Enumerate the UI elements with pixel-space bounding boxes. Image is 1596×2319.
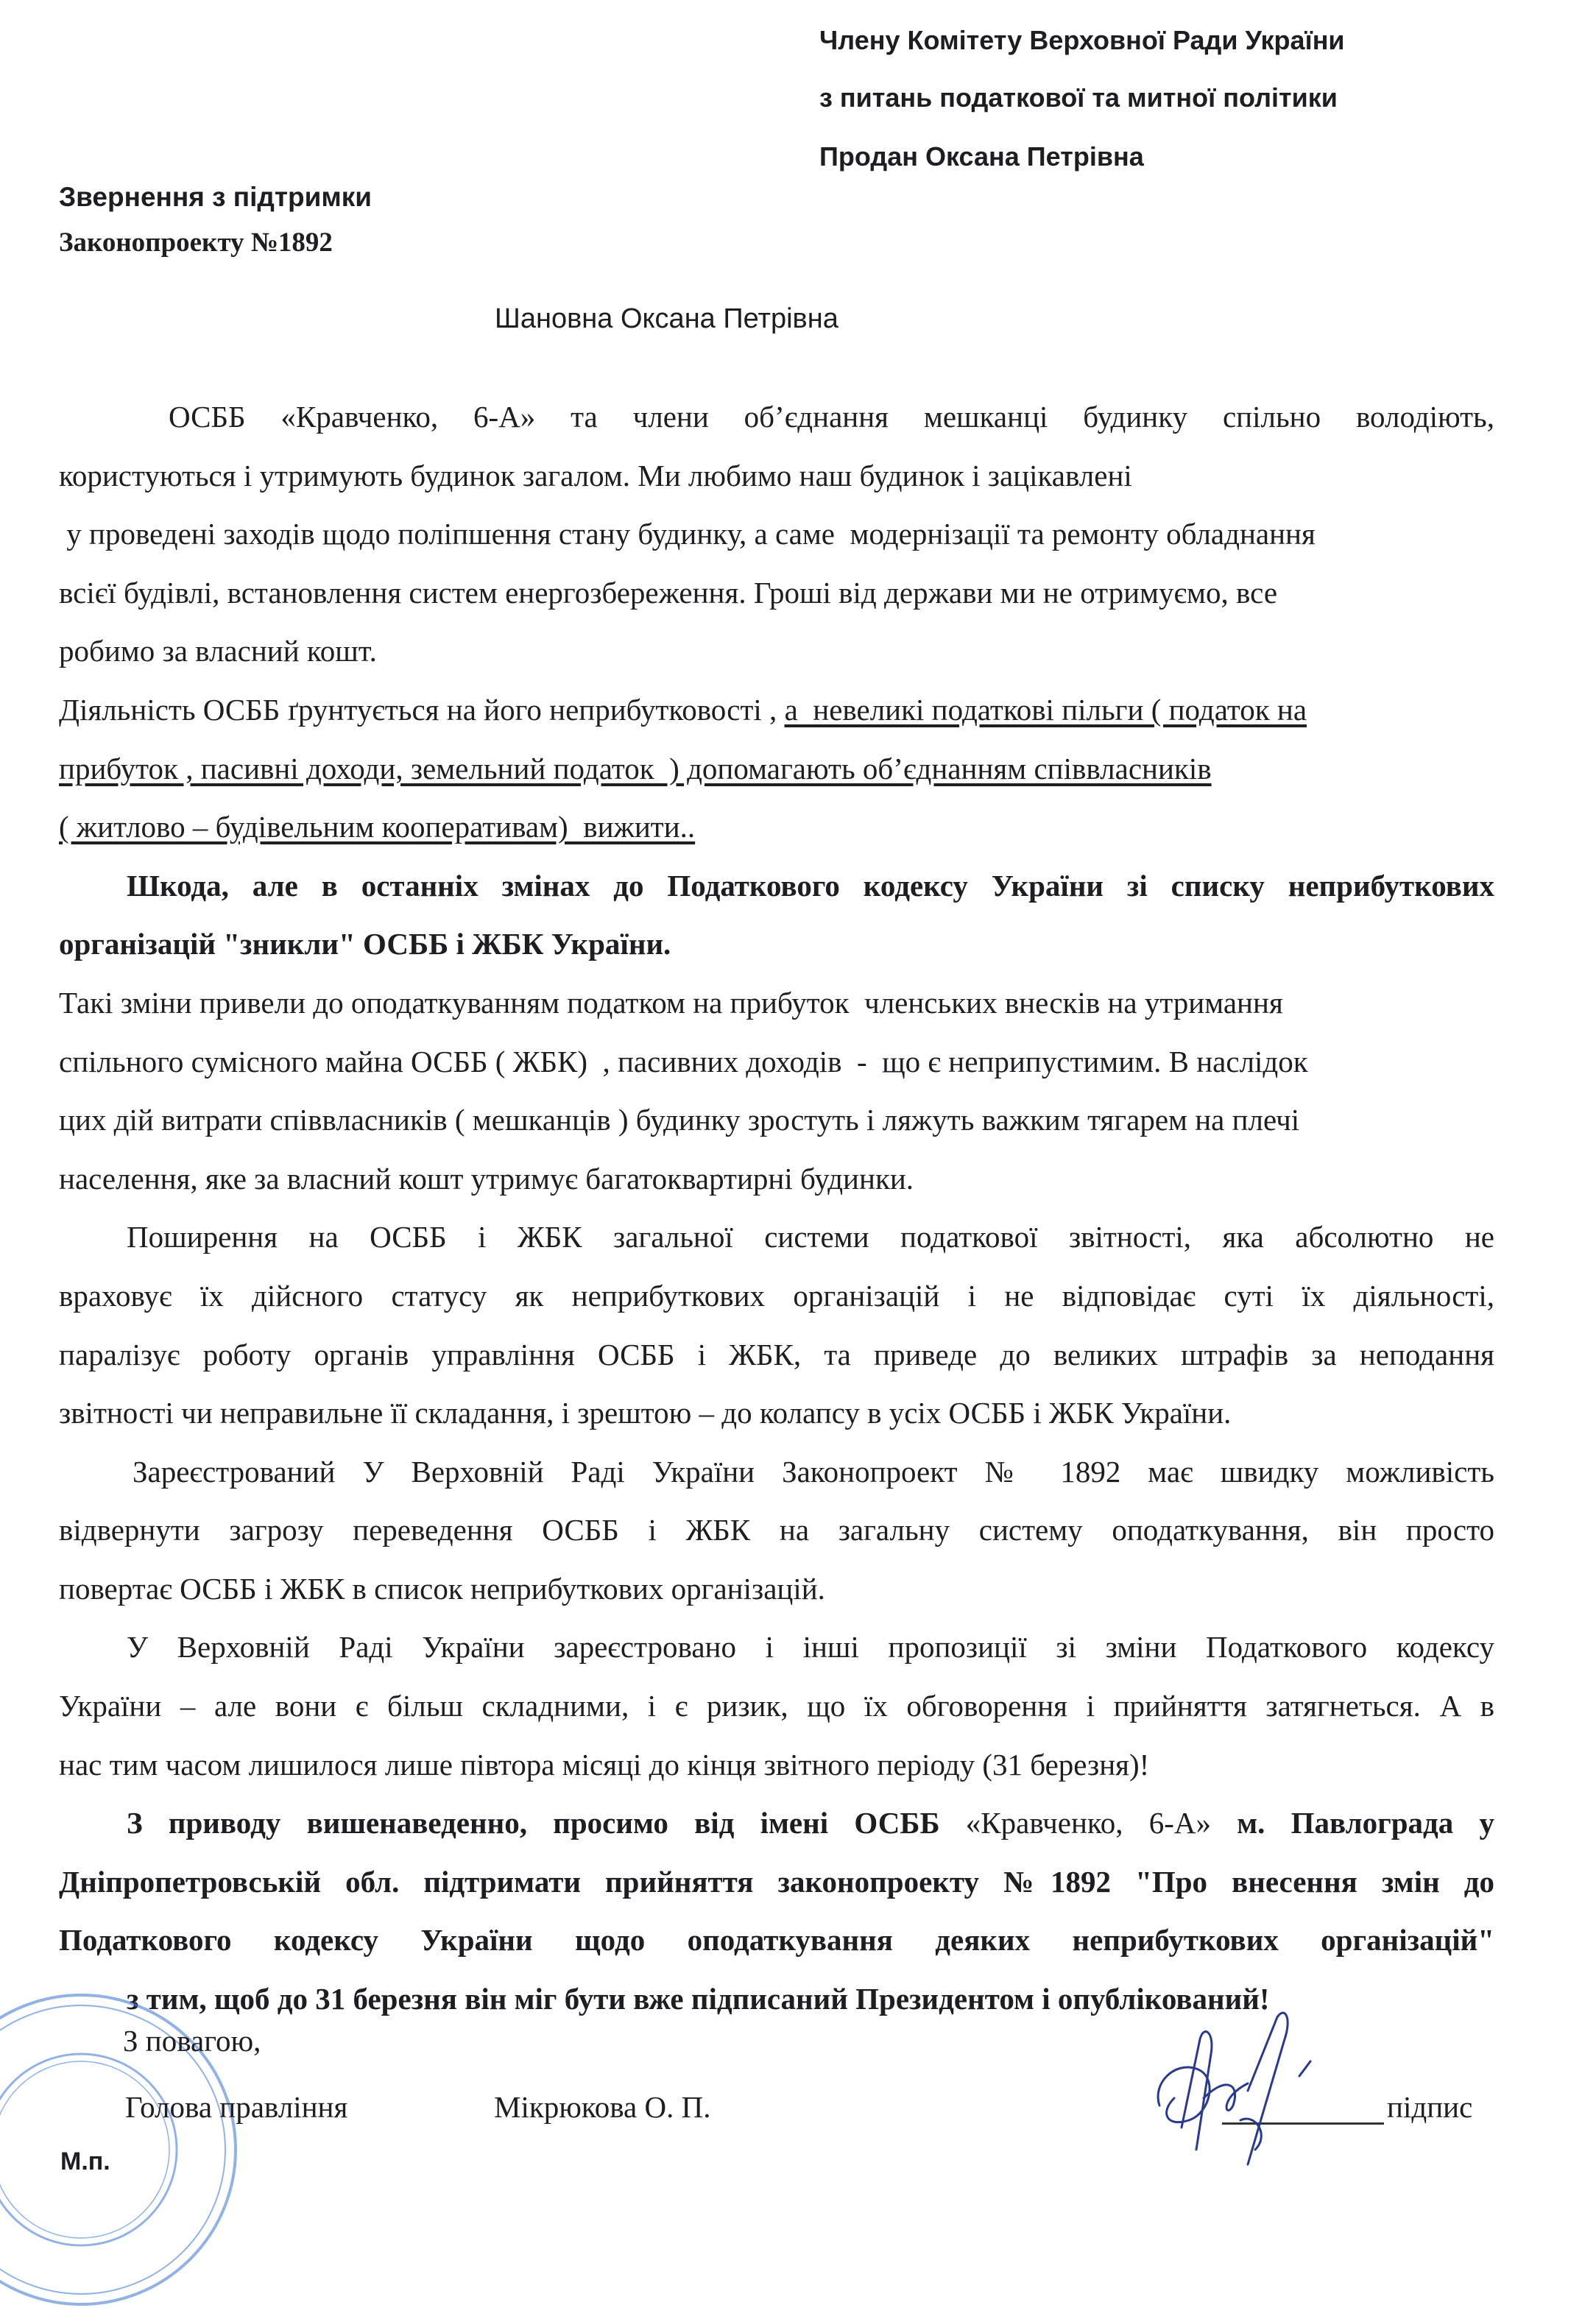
addressee-line-2: з питань податкової та митної політики	[819, 82, 1338, 113]
bold-text: організацій "зникли" ОСББ і ЖБК України.	[59, 927, 671, 961]
subject-line-1: Звернення з підтримки	[59, 182, 372, 212]
body-line	[59, 505, 1494, 564]
text: цих дій витрати співвласників ( мешканців ) будинку зростуть і ляжуть важким тягарем на плечі	[59, 1103, 1300, 1137]
handwritten-signature	[1145, 2010, 1380, 2172]
bold-text: Податкового кодексу України щодо оподаткування деяких неприбуткових організацій"	[59, 1923, 1494, 1958]
body-line	[59, 1443, 1494, 1502]
body-line	[59, 1267, 1494, 1326]
text: звітності чи неправильне її складання, і зрештою – до колапсу в усіх ОСББ і ЖБК України.	[59, 1396, 1232, 1430]
letter-body	[59, 388, 1494, 2029]
text: Діяльність ОСББ ґрунтується на його неприбутковості ,	[59, 692, 785, 727]
text: України – але вони є більш складними, і є ризик, що їх обговорення і прийняття затягнеться. А в	[59, 1689, 1494, 1723]
text: враховує їх дійсного статусу як неприбуткових організацій і не відповідає суті їх діяльності,	[59, 1278, 1494, 1313]
underlined-text: прибуток , пасивні доходи, земельний податок ) допомагають об’єднанням співвласників	[59, 751, 1212, 786]
text: Такі зміни привели до оподаткуванням податком на прибуток членських внесків на утримання	[59, 985, 1283, 1020]
body-line	[59, 622, 1494, 681]
subject-line-2: Законопроекту №1892	[59, 227, 333, 258]
text: всієї будівлі, встановлення систем енергозбереження. Гроші від держави ми не отримуємо, все	[59, 575, 1278, 610]
body-line	[59, 1326, 1494, 1385]
text: користуються і утримують будинок загалом. Ми любимо наш будинок і зацікавлені	[59, 458, 1132, 493]
body-line	[59, 1736, 1494, 1795]
body-line	[59, 857, 1494, 916]
body-line	[59, 1150, 1494, 1209]
text: паралізує роботу органів управління ОСББ і ЖБК, та приведе до великих штрафів за неподання	[59, 1337, 1494, 1372]
body-line	[59, 1501, 1494, 1560]
text: повертає ОСББ і ЖБК в список неприбуткових організацій.	[59, 1571, 825, 1606]
signer-name: Мікрюкова О. П.	[494, 2090, 711, 2124]
body-line	[59, 1208, 1494, 1267]
body-line	[59, 1091, 1494, 1150]
text: нас тим часом лишилося лише півтора місяці до кінця звітного періоду (31 березня)!	[59, 1747, 1150, 1782]
bold-text: з тим, щоб до 31 березня він міг бути вже підписаний Президентом і опублікований!	[127, 1982, 1270, 2016]
text: у проведені заходів щодо поліпшення стану будинку, а саме модернізації та ремонту обладнання	[59, 517, 1316, 551]
closing-regards: З повагою,	[123, 2024, 261, 2058]
text: У Верховній Раді України зареєстровано і інші пропозиції зі зміни Податкового кодексу	[127, 1630, 1494, 1665]
underlined-text: ( житлово – будівельним кооперативам) вижити..	[59, 810, 696, 844]
text: спільного сумісного майна ОСББ ( ЖБК) , пасивних доходів - що є неприпустимим. В наслідок	[59, 1044, 1308, 1079]
body-line	[59, 447, 1494, 506]
salutation: Шановна Оксана Петрівна	[495, 303, 838, 334]
bold-text: Шкода, але в останніх змінах до Податкового кодексу України зі списку неприбуткових	[127, 868, 1494, 903]
body-line	[59, 1853, 1494, 1912]
underlined-text: а невеликі податкові пільги ( податок на	[784, 692, 1307, 727]
bold-text: м. Павлограда у	[1210, 1806, 1494, 1840]
addressee-line-1: Члену Комітету Верховної Ради України	[819, 25, 1345, 55]
text: робимо за власний кошт.	[59, 634, 377, 668]
body-line	[59, 1033, 1494, 1092]
text: «Кравченко, 6-А»	[965, 1806, 1211, 1840]
bold-text: З приводу вишенаведенно, просимо від імені ОСББ	[127, 1806, 966, 1840]
signer-position: Голова правління	[125, 2090, 348, 2124]
addressee-line-3: Продан Оксана Петрівна	[819, 141, 1144, 172]
body-line	[59, 564, 1494, 623]
text: Поширення на ОСББ і ЖБК загальної системи податкової звітності, яка абсолютно не	[127, 1220, 1494, 1254]
seal-mark: М.п.	[60, 2147, 110, 2175]
bold-text: Дніпропетровській обл. підтримати прийняття законопроекту №1892 "Про внесення змін до	[59, 1864, 1494, 1899]
body-line	[59, 1384, 1494, 1443]
body-line	[59, 1618, 1494, 1677]
body-line	[59, 388, 1494, 447]
body-line	[59, 1794, 1494, 1853]
text: населення, яке за власний кошт утримує багатоквартирні будинки.	[59, 1161, 914, 1196]
body-line	[59, 1677, 1494, 1736]
text: Зареєстрований У Верховній Раді України Законопроект № 1892 має швидку можливість	[133, 1454, 1494, 1489]
body-line	[59, 798, 1494, 857]
body-line	[59, 681, 1494, 740]
signature-label: підпис	[1387, 2090, 1473, 2124]
body-line	[59, 915, 1494, 974]
text: відвернути загрозу переведення ОСББ і ЖБК на загальну систему оподаткування, він просто	[59, 1513, 1494, 1547]
body-line	[59, 974, 1494, 1033]
body-line	[59, 740, 1494, 799]
body-line	[59, 1560, 1494, 1619]
text: ОСББ «Кравченко, 6-А» та члени об’єднання мешканці будинку спільно володіють,	[169, 400, 1494, 434]
body-line	[59, 1911, 1494, 1970]
